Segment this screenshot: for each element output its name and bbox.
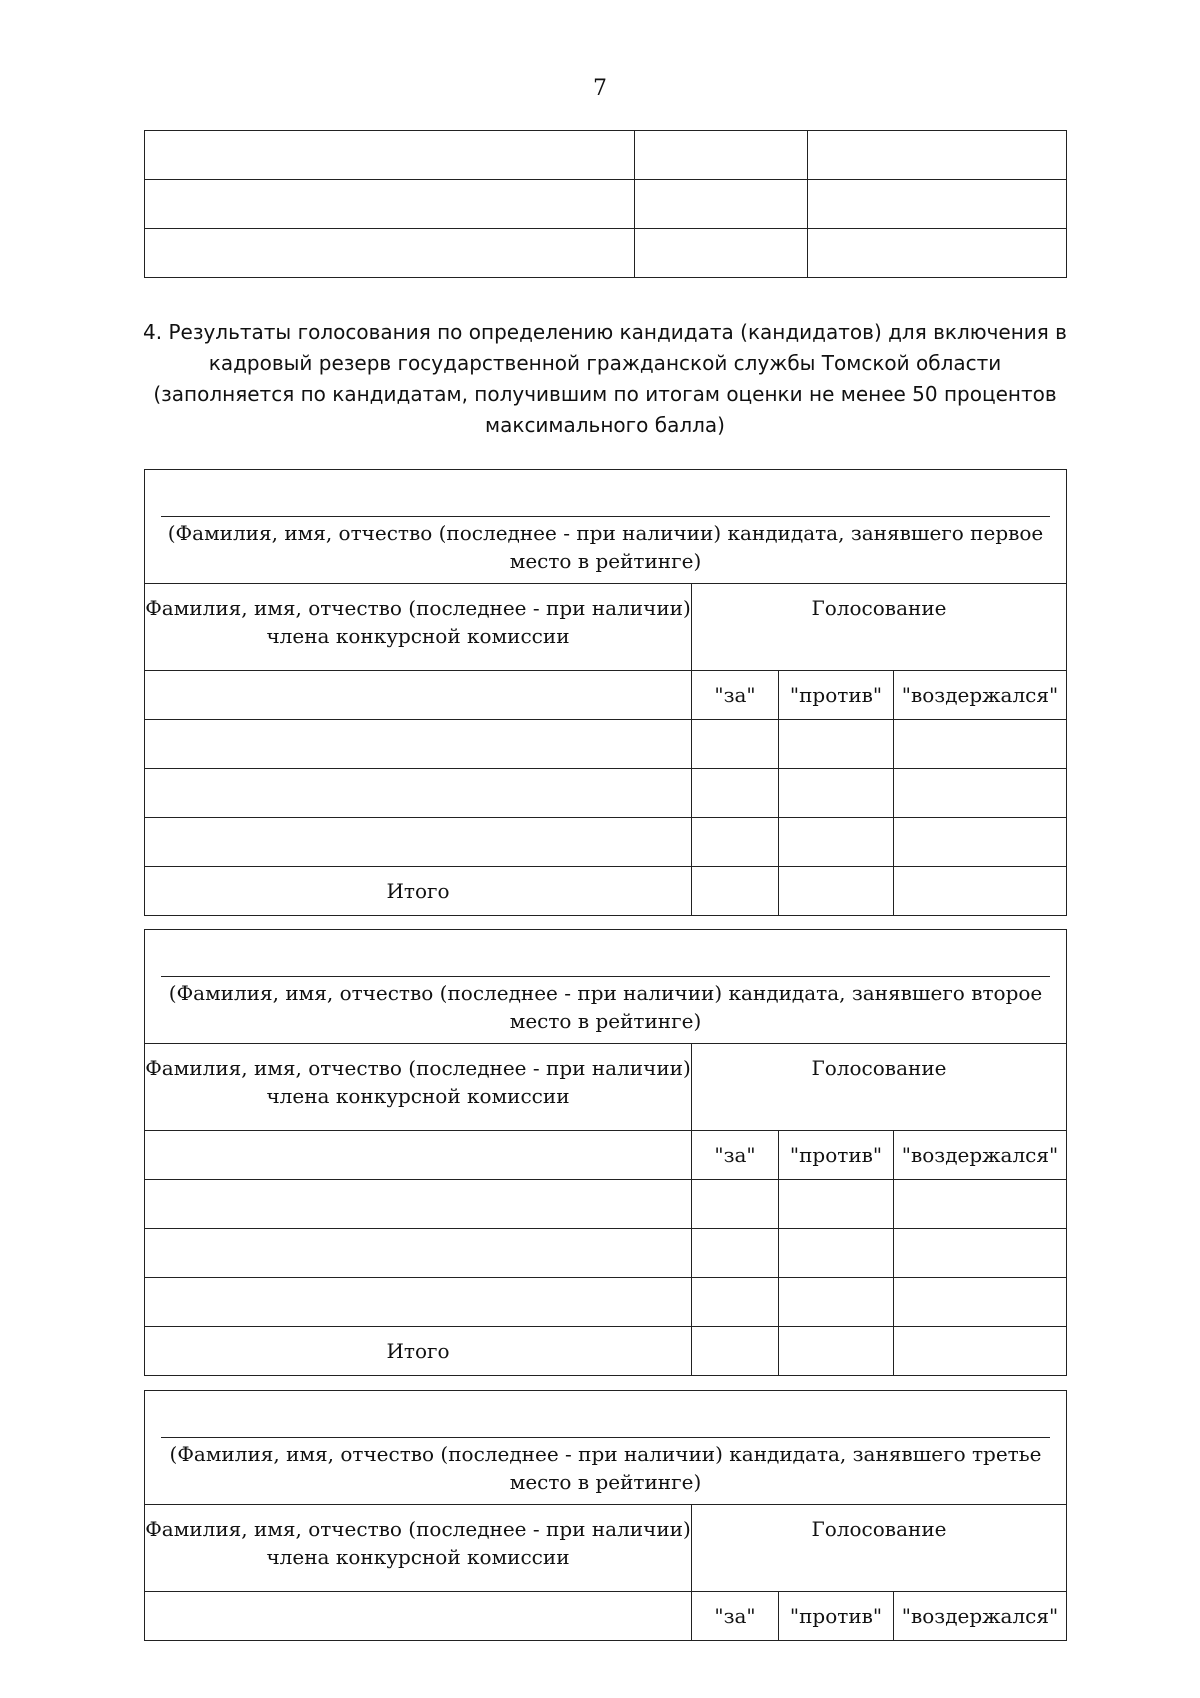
table-cell [779, 818, 894, 867]
table-cell [145, 180, 635, 229]
table-cell [145, 1278, 692, 1327]
table-cell [145, 1131, 692, 1180]
candidate-name-line [161, 1437, 1050, 1438]
table-cell [145, 769, 692, 818]
table-cell [145, 1592, 692, 1641]
section-heading: 4. Результаты голосования по определению кандидата (кандидатов) для включения в кадровый резерв государственной гражданской службы Томской области (заполняется по кандидатам, получившим по итогам оценки не менее 50 процентов максимального балла) [143, 320, 1067, 437]
member-name-header: Фамилия, имя, отчество (последнее - при наличии) члена конкурсной комиссии [145, 1505, 692, 1592]
table-cell [894, 769, 1067, 818]
table-cell [145, 1180, 692, 1229]
candidate-header-row [145, 1391, 1067, 1505]
candidate-voting-table-first [144, 469, 1067, 916]
table-cell [635, 180, 808, 229]
member-name-header: Фамилия, имя, отчество (последнее - при наличии) члена конкурсной комиссии [145, 584, 692, 671]
vote-abstain-header: "воздержался" [894, 1592, 1067, 1641]
table-cell [145, 131, 635, 180]
total-row [145, 1327, 1067, 1376]
total-label: Итого [145, 1327, 692, 1376]
candidate-name-cell [145, 470, 1067, 584]
total-row [145, 867, 1067, 916]
candidate-name-line [161, 976, 1050, 977]
candidate-name-cell [145, 1391, 1067, 1505]
member-name-header: Фамилия, имя, отчество (последнее - при наличии) члена конкурсной комиссии [145, 1044, 692, 1131]
vote-against-header: "против" [779, 1592, 894, 1641]
table-cell [894, 818, 1067, 867]
table-cell [635, 131, 808, 180]
table-cell [779, 720, 894, 769]
column-header-row [145, 1505, 1067, 1592]
table-row [145, 1229, 1067, 1278]
table-cell [779, 769, 894, 818]
table-cell [779, 1327, 894, 1376]
voting-header: Голосование [692, 1044, 1067, 1131]
table-cell [692, 818, 779, 867]
total-label: Итого [145, 867, 692, 916]
table-cell [692, 1278, 779, 1327]
table-row [145, 769, 1067, 818]
table-cell [692, 867, 779, 916]
table-row [145, 1278, 1067, 1327]
table-cell [145, 229, 635, 278]
table-cell [808, 131, 1067, 180]
table-cell [692, 720, 779, 769]
voting-header: Голосование [692, 584, 1067, 671]
vote-against-header: "против" [779, 671, 894, 720]
table-cell [145, 720, 692, 769]
table-cell [145, 818, 692, 867]
voting-header: Голосование [692, 1505, 1067, 1592]
table-cell [779, 867, 894, 916]
vote-abstain-header: "воздержался" [894, 671, 1067, 720]
table-cell [779, 1278, 894, 1327]
column-header-row [145, 584, 1067, 671]
table-cell [894, 720, 1067, 769]
candidate-caption: (Фамилия, имя, отчество (последнее - при наличии) кандидата, занявшего третье место в рейтинге) [169, 1442, 1042, 1494]
table-cell [635, 229, 808, 278]
vote-for-header: "за" [692, 1131, 779, 1180]
table-row [145, 720, 1067, 769]
continued-table [144, 130, 1067, 278]
table-row [145, 818, 1067, 867]
candidate-voting-table-third [144, 1390, 1067, 1641]
candidate-header-row [145, 930, 1067, 1044]
table-cell [808, 229, 1067, 278]
candidate-voting-table-second [144, 929, 1067, 1376]
table-cell [894, 1229, 1067, 1278]
table-row [145, 1180, 1067, 1229]
table-cell [692, 769, 779, 818]
vote-options-row [145, 1592, 1067, 1641]
table-cell [692, 1180, 779, 1229]
table-row [145, 180, 1067, 229]
table-cell [145, 671, 692, 720]
vote-for-header: "за" [692, 1592, 779, 1641]
table-cell [894, 1327, 1067, 1376]
vote-abstain-header: "воздержался" [894, 1131, 1067, 1180]
table-cell [692, 1327, 779, 1376]
candidate-name-cell [145, 930, 1067, 1044]
table-cell [894, 1180, 1067, 1229]
vote-options-row [145, 671, 1067, 720]
table-row [145, 229, 1067, 278]
column-header-row [145, 1044, 1067, 1131]
vote-options-row [145, 1131, 1067, 1180]
table-cell [779, 1180, 894, 1229]
vote-for-header: "за" [692, 671, 779, 720]
candidate-caption: (Фамилия, имя, отчество (последнее - при наличии) кандидата, занявшего второе место в рейтинге) [168, 981, 1043, 1033]
candidate-name-line [161, 516, 1050, 517]
candidate-caption: (Фамилия, имя, отчество (последнее - при наличии) кандидата, занявшего первое место в рейтинге) [167, 521, 1044, 573]
table-cell [808, 180, 1067, 229]
page-number: 7 [593, 76, 607, 101]
table-cell [894, 867, 1067, 916]
candidate-header-row [145, 470, 1067, 584]
vote-against-header: "против" [779, 1131, 894, 1180]
table-cell [145, 1229, 692, 1278]
table-cell [894, 1278, 1067, 1327]
table-cell [692, 1229, 779, 1278]
table-cell [779, 1229, 894, 1278]
table-row [145, 131, 1067, 180]
